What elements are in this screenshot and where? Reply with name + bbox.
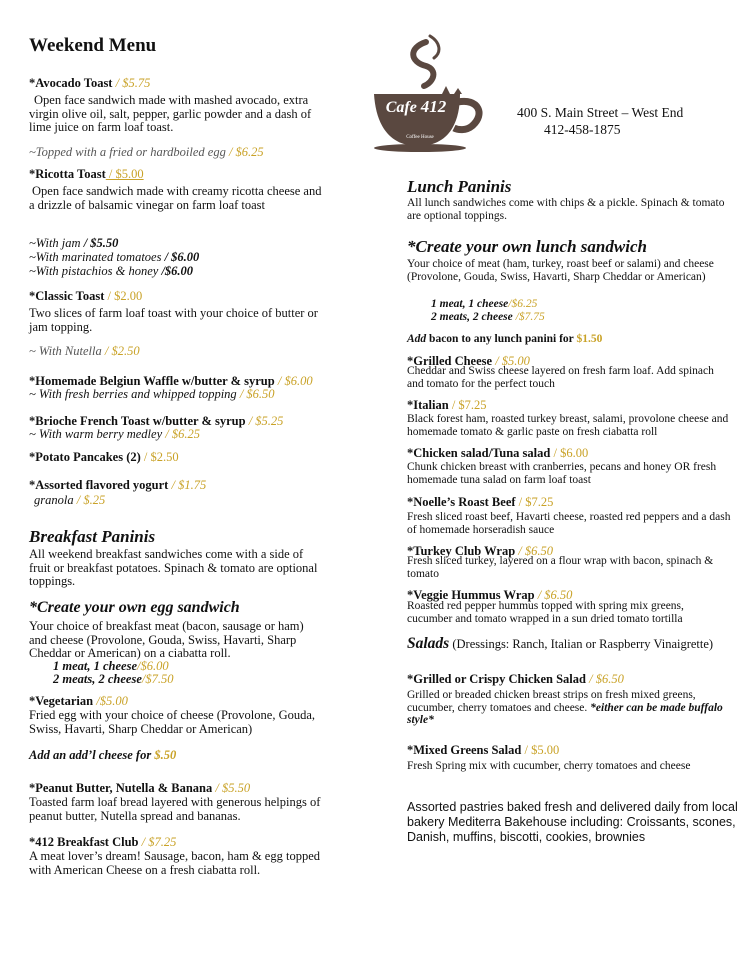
item-price: / $2.50 — [140, 450, 179, 464]
menu-option — [29, 145, 264, 160]
address-block — [517, 104, 683, 138]
menu-item-noelles-roast-beef — [407, 495, 553, 510]
option-price: / $6.00 — [161, 250, 200, 264]
item-name: *Grilled or Crispy Chicken Salad — [407, 672, 586, 686]
bacon-add-note — [407, 333, 602, 346]
item-price: / $5.50 — [212, 781, 251, 795]
dressings-note: (Dressings: Ranch, Italian or Raspberry Vinaigrette) — [449, 637, 714, 651]
menu-item-chicken-salad — [407, 672, 624, 687]
option-label: ~With jam — [29, 236, 81, 250]
item-name: *Potato Pancakes (2) — [29, 450, 141, 464]
item-description: Roasted red pepper hummus topped with spring mix greens, cucumber and tomato wrapped in a sun dried tomato tortilla — [407, 600, 684, 625]
item-name: *Turkey Club Wrap — [407, 544, 516, 558]
section-description: All lunch sandwiches come with chips & a pickle. Spinach & tomato are optional toppings. — [407, 197, 725, 222]
item-description: Toasted farm loaf bread layered with generous helpings of peanut butter, Nutella spread and bananas. — [29, 795, 321, 823]
pastries-note: Assorted pastries baked fresh and delivered daily from local bakery Mediterra Bakehouse including: Croissants, scones, Danish, muffins, biscotti, cookies, brownies — [407, 800, 738, 844]
option-price: / $5.50 — [80, 236, 119, 250]
option-price: / $6.50 — [236, 387, 275, 401]
item-name: *Homemade Belgiun Waffle w/butter & syrup — [29, 374, 275, 388]
menu-item-mixed-greens — [407, 743, 559, 758]
item-description: Fresh sliced turkey, layered on a flour wrap with bacon, spinach & tomato — [407, 555, 714, 580]
menu-option — [431, 298, 537, 311]
item-price: / $6.50 — [534, 588, 573, 602]
egg-sandwich-description: Your choice of breakfast meat (bacon, sausage or ham) and cheese (Provolone, Gouda, Swiss, Havarti, Sharp Cheddar or American) on a ciabatta roll. — [29, 619, 304, 660]
street-address: 400 S. Main Street – West End — [517, 105, 684, 120]
item-price: / $5.00 — [521, 743, 560, 757]
item-price: / $5.25 — [245, 414, 284, 428]
item-name: *Noelle’s Roast Beef — [407, 495, 516, 509]
menu-item-italian — [407, 398, 487, 413]
option-label: ~ With fresh berries and whipped topping — [29, 387, 237, 401]
item-price: / $5.00 — [492, 354, 530, 368]
item-price: / $6.50 — [515, 544, 554, 558]
menu-option — [29, 251, 199, 265]
option-price: $.50 — [151, 748, 177, 762]
option-price: /$7.75 — [512, 311, 545, 323]
option-label: ~ With Nutella — [29, 344, 102, 358]
page-title: Weekend Menu — [29, 35, 157, 56]
option-label: 1 meat, 1 cheese — [53, 659, 138, 673]
lunch-sandwich-title: *Create your own lunch sandwich — [407, 237, 647, 256]
item-name: *412 Breakfast Club — [29, 835, 139, 849]
item-name: *Chicken salad/Tuna salad — [407, 446, 551, 460]
egg-sandwich-title: *Create your own egg sandwich — [29, 599, 240, 616]
item-name: *Avocado Toast — [29, 76, 113, 90]
option-label: 2 meats, 2 cheese — [53, 672, 142, 686]
section-description: All weekend breakfast sandwiches come with a side of fruit or breakfast potatoes. Spinach & tomato are optional toppings. — [29, 547, 318, 588]
option-label: 2 meats, 2 cheese — [431, 311, 513, 323]
menu-option — [53, 673, 173, 687]
menu-option — [29, 427, 200, 442]
menu-item-avocado-toast — [29, 76, 150, 91]
option-label: Add — [407, 333, 427, 345]
menu-option — [29, 344, 140, 359]
add-cheese-note — [29, 748, 176, 763]
item-price: / $6.00 — [274, 374, 313, 388]
item-name: *Ricotta Toast — [29, 167, 106, 181]
lunch-sandwich-description: Your choice of meat (ham, turkey, roast beef or salami) and cheese (Provolone, Gouda, Swiss, Havarti, Sharp Cheddar or American) — [407, 258, 714, 283]
option-label: ~With marinated tomatoes — [29, 250, 162, 264]
phone-number: 412-458-1875 — [544, 122, 621, 137]
item-price: /$5.00 — [93, 694, 128, 708]
item-description: Fresh Spring mix with cucumber, cherry tomatoes and cheese — [407, 760, 691, 772]
logo-text-cafe: Cafe — [385, 99, 417, 116]
item-name: *Peanut Butter, Nutella & Banana — [29, 781, 213, 795]
menu-item-chicken-tuna — [407, 446, 588, 461]
menu-option — [29, 265, 193, 279]
menu-item-classic-toast — [29, 289, 142, 304]
description-text: Grilled or breaded chicken breast strips on fresh mixed greens, cucumber, cherry tomatoes and cheese. — [407, 689, 696, 714]
item-price: / $7.25 — [515, 495, 554, 509]
item-price: / $5.75 — [112, 76, 151, 90]
option-text: bacon to any lunch panini for — [426, 333, 574, 345]
item-name: *Classic Toast — [29, 289, 105, 303]
item-description: A meat lover’s dream! Sausage, bacon, ham & egg topped with American Cheese on a fresh ciabatta roll. — [29, 849, 321, 877]
item-name: *Assorted flavored yogurt — [29, 478, 169, 492]
menu-item-pb-nutella — [29, 781, 250, 796]
buffalo-note: *either can be made buffalo style* — [407, 701, 723, 726]
logo-tagline: Coffee House — [406, 135, 434, 140]
item-name: *Vegetarian — [29, 694, 94, 708]
item-price: / $7.25 — [138, 835, 177, 849]
cafe-logo — [368, 34, 493, 154]
item-price: / $2.00 — [104, 289, 143, 303]
item-description: Black forest ham, roasted turkey breast, salami, provolone cheese and homemade tomato & garlic paste on fresh ciabatta roll — [407, 413, 729, 438]
option-label: ~Topped with a fried or hardboiled egg — [29, 145, 226, 159]
menu-item-potato-pancakes — [29, 450, 179, 465]
item-description: Open face sandwich made with mashed avocado, extra virgin olive oil, salt, pepper, garlic powder and a dash of lime juice on farm loaf toast. — [29, 93, 312, 134]
item-description: Two slices of farm loaf toast with your choice of butter or jam topping. — [29, 306, 318, 334]
option-price: /$6.00 — [137, 659, 169, 673]
item-description: Cheddar and Swiss cheese layered on fresh farm loaf. Add spinach and tomato for the perfect touch — [407, 365, 714, 390]
item-price: / $6.50 — [585, 672, 624, 686]
item-description: Chunk chicken breast with cranberries, pecans and honey OR fresh homemade tuna salad on farm loaf toast — [407, 461, 717, 486]
item-name: *Veggie Hummus Wrap — [407, 588, 535, 602]
option-price: /$7.50 — [141, 672, 174, 686]
option-label: ~With pistachios & honey — [29, 264, 159, 278]
logo-text-412: 412 — [420, 97, 447, 116]
menu-item-vegetarian — [29, 694, 128, 709]
item-name: *Italian — [407, 398, 449, 412]
menu-item-yogurt — [29, 478, 206, 493]
item-price: / $5.00 — [105, 167, 144, 181]
option-price: $1.50 — [573, 333, 603, 345]
option-price: / $2.50 — [101, 344, 140, 358]
item-description: Open face sandwich made with creamy ricotta cheese and a drizzle of balsamic vinegar on farm loaf toast — [29, 184, 322, 212]
option-label: 1 meat, 1 cheese — [431, 298, 509, 310]
item-price: / $6.00 — [550, 446, 589, 460]
option-label: Add an add’l cheese for — [29, 748, 152, 762]
item-name: *Mixed Greens Salad — [407, 743, 522, 757]
salads-heading: Salads — [407, 635, 450, 652]
item-description: Fresh sliced roast beef, Havarti cheese, roasted red peppers and a dash of homemade horseradish sauce — [407, 511, 731, 536]
item-name: *Brioche French Toast w/butter & syrup — [29, 414, 246, 428]
menu-option — [431, 311, 545, 324]
section-title-lunch-paninis: Lunch Paninis — [407, 177, 512, 196]
menu-item-ricotta-toast — [29, 167, 144, 182]
option-price: /$6.00 — [158, 264, 194, 278]
option-price: / $6.25 — [162, 427, 200, 441]
menu-option — [29, 237, 118, 251]
option-price: /$6.25 — [508, 298, 538, 310]
option-price: / $.25 — [73, 493, 106, 507]
option-label: ~ With warm berry medley — [29, 427, 163, 441]
item-name: *Grilled Cheese — [407, 354, 493, 368]
menu-item-breakfast-club — [29, 835, 176, 850]
option-label: granola — [34, 493, 74, 507]
section-title-salads — [407, 635, 713, 653]
menu-option — [29, 387, 275, 402]
option-price: / $6.25 — [225, 145, 264, 159]
menu-option — [34, 493, 105, 508]
item-price: / $7.25 — [448, 398, 487, 412]
item-price: / $1.75 — [168, 478, 207, 492]
item-description — [407, 689, 725, 727]
section-title-breakfast-paninis: Breakfast Paninis — [29, 527, 156, 546]
item-description: Fried egg with your choice of cheese (Provolone, Gouda, Swiss, Havarti, Sharp Cheddar or American) — [29, 708, 316, 736]
